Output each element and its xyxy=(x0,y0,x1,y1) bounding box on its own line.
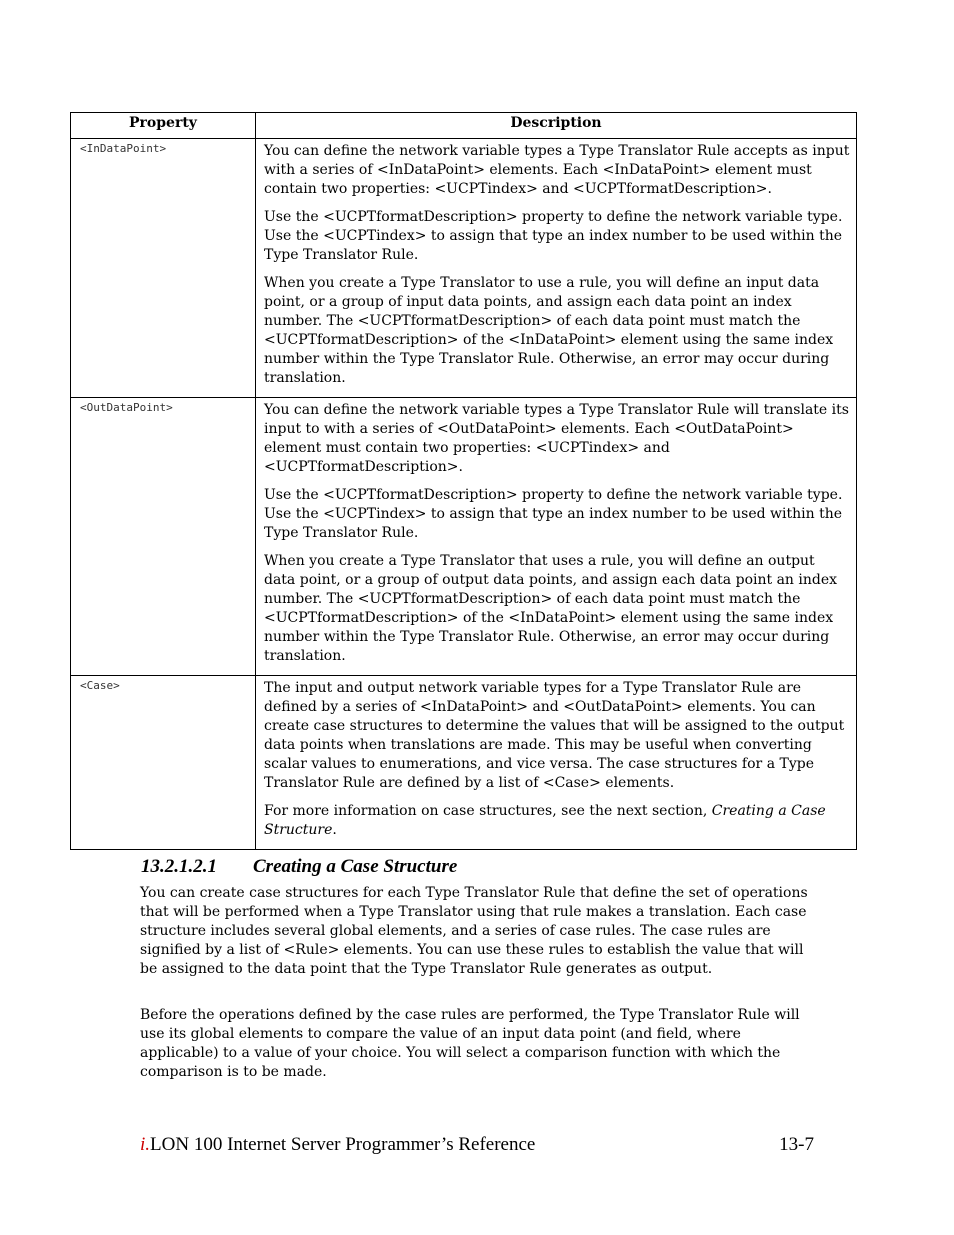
description-paragraph: When you create a Type Translator to use a rule, you will define an input data point, or a group of input data points, and assign each data point an index number. The <UCPTformatDescription> of each data point must match the <UCPTformatDescription> of the <InDataPoint> element using the same index number within the Type Translator Rule. Otherwise, an error may occur during translation. xyxy=(264,275,834,386)
description-cell-case xyxy=(256,676,857,850)
body-paragraph: You can create case structures for each Type Translator Rule that define the set of operations that will be performed when a Type Translator using that rule makes a translation. Each case structure includes several global elements, and a series of case rules. The case rules are signified by a list of <Rule> elements. You can use these rules to establish the value that will be assigned to the data point that the Type Translator Rule generates as output. xyxy=(140,885,808,977)
description-paragraph: You can define the network variable types a Type Translator Rule accepts as input with a series of <InDataPoint> elements. Each <InDataPoint> element must contain two properties: <UCPTindex> and <UCPTformatDescription>. xyxy=(264,143,850,197)
description-paragraph: When you create a Type Translator that uses a rule, you will define an output data point, or a group of output data points, and assign each data point an index number. The <UCPTformatDescription> of each data point must match the <UCPTformatDescription> of the <InDataPoint> element using the same index number within the Type Translator Rule. Otherwise, an error may occur during translation. xyxy=(264,553,838,664)
table-row xyxy=(71,676,857,850)
property-column-header: Property xyxy=(71,113,256,139)
footer-title-text: LON 100 Internet Server Programmer’s Reference xyxy=(150,1134,536,1155)
page-number: 13-7 xyxy=(779,1134,814,1155)
description-cell-outdatapoint xyxy=(256,398,857,676)
table-row xyxy=(71,398,857,676)
property-cell-case: <Case> xyxy=(71,676,256,850)
body-paragraph: Before the operations defined by the case rules are performed, the Type Translator Rule will use its global elements to compare the value of an input data point (and field, where applicable) to a value of your choice. You will select a comparison function with which the comparison is to be made. xyxy=(140,1007,800,1080)
cross-reference-link[interactable]: Creating a Case Structure xyxy=(264,803,826,838)
description-paragraph: Use the <UCPTformatDescription> property to define the network variable type. Use the <UCPTindex> to assign that type an index number to be used within the Type Translator Rule. xyxy=(264,487,843,541)
section-heading xyxy=(141,856,457,878)
description-paragraph: Use the <UCPTformatDescription> property to define the network variable type. Use the <UCPTindex> to assign that type an index number to be used within the Type Translator Rule. xyxy=(264,209,843,263)
description-cell-indatapoint xyxy=(256,139,857,398)
description-column-header: Description xyxy=(256,113,857,139)
cross-reference-prefix: For more information on case structures, see the next section, xyxy=(264,803,712,819)
table-row xyxy=(71,139,857,398)
cross-reference-paragraph xyxy=(264,802,850,840)
property-cell-indatapoint: <InDataPoint> xyxy=(71,139,256,398)
table-header-row xyxy=(71,113,857,139)
section-number: 13.2.1.2.1 xyxy=(141,856,217,877)
section-title: Creating a Case Structure xyxy=(253,856,458,877)
cross-reference-suffix: . xyxy=(332,822,337,838)
footer-brand-prefix: i. xyxy=(140,1134,151,1155)
page-footer xyxy=(140,1134,814,1156)
description-paragraph: The input and output network variable types for a Type Translator Rule are defined by a series of <InDataPoint> and <OutDataPoint> elements. You can create case structures to determine the values that will be assigned to the output data points when translations are made. This may be useful when converting scalar values to enumerations, and vice versa. The case structures for a Type Translator Rule are defined by a list of <Case> elements. xyxy=(264,680,845,791)
description-paragraph: You can define the network variable types a Type Translator Rule will translate its input to with a series of <OutDataPoint> elements. Each <OutDataPoint> element must contain two properties: <UCPTindex> and <UCPTformatDescription>. xyxy=(264,402,849,475)
property-cell-outdatapoint: <OutDataPoint> xyxy=(71,398,256,676)
footer-document-title xyxy=(140,1134,535,1156)
property-table xyxy=(70,112,857,850)
